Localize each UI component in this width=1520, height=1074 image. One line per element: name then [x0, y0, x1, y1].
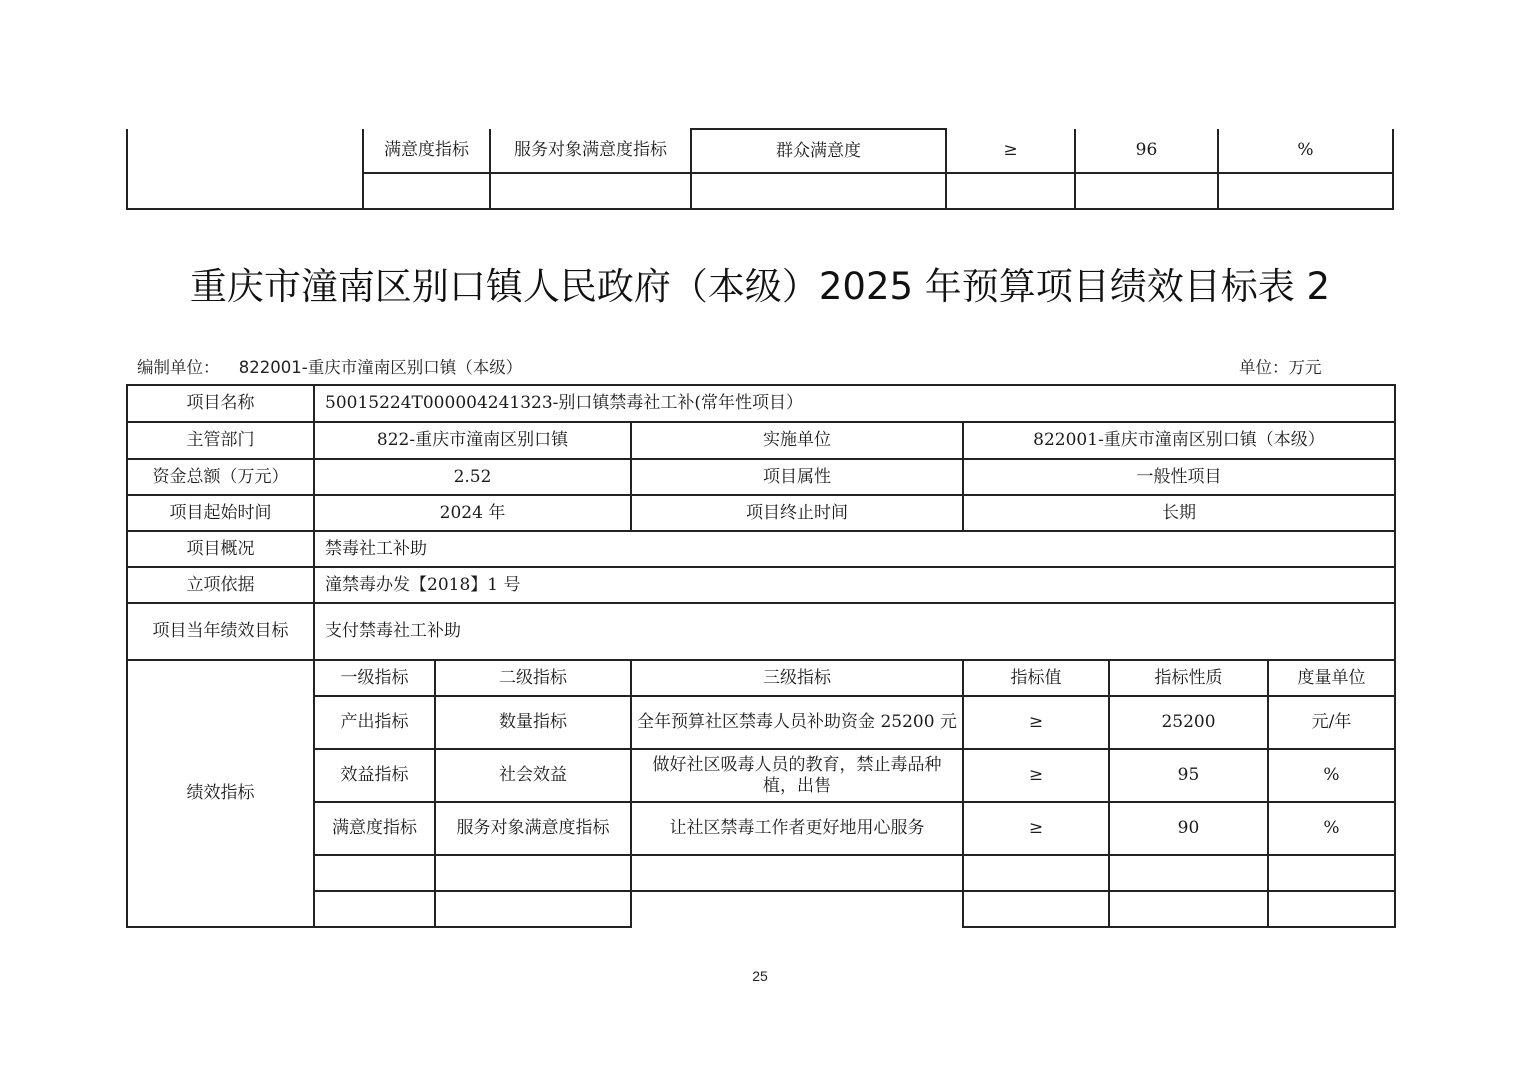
page-title: 重庆市潼南区别口镇人民政府（本级）2025 年预算项目绩效目标表 2 [189, 265, 1331, 308]
empty-cell [631, 891, 963, 927]
row-value: 95 [1109, 749, 1268, 802]
empty-cell [1218, 173, 1393, 209]
row-unit: % [1268, 749, 1395, 802]
table-row [127, 855, 1395, 891]
row-level3: 全年预算社区禁毒人员补助资金 25200 元 [631, 696, 963, 749]
row-operator: ≥ [963, 696, 1109, 749]
empty-cell [314, 855, 435, 891]
project-name: 50015224T000004241323-别口镇禁毒社工补(常年性项目） [314, 385, 1395, 422]
empty-cell [963, 855, 1109, 891]
org-value: 822001-重庆市潼南区别口镇（本级） [238, 358, 523, 377]
row-level3: 做好社区吸毒人员的教育，禁止毒品种植，出售 [631, 749, 963, 802]
impl-label: 实施单位 [631, 422, 963, 459]
basis-label: 立项依据 [127, 567, 314, 603]
header-unit: 度量单位 [1268, 660, 1395, 696]
empty-cell [691, 173, 946, 209]
table-row [127, 802, 1395, 855]
empty-cell [946, 173, 1075, 209]
dept-value: 822-重庆市潼南区别口镇 [314, 422, 631, 459]
impl-value: 822001-重庆市潼南区别口镇（本级） [963, 422, 1395, 459]
row-level1: 产出指标 [314, 696, 435, 749]
row-level1: 效益指标 [314, 749, 435, 802]
start-label: 项目起始时间 [127, 495, 314, 531]
unit-label: 单位：万元 [1239, 358, 1322, 377]
empty-cell [363, 173, 490, 209]
row-value: 90 [1109, 802, 1268, 855]
attr-label: 项目属性 [631, 459, 963, 495]
header-nature: 指标性质 [1109, 660, 1268, 696]
row-operator: ≥ [963, 749, 1109, 802]
start-value: 2024 年 [314, 495, 631, 531]
perf-label: 绩效指标 [127, 660, 314, 927]
header-value: 指标值 [963, 660, 1109, 696]
continued-operator: ≥ [946, 129, 1075, 173]
continued-level3: 群众满意度 [691, 129, 946, 173]
empty-cell [490, 173, 691, 209]
dept-label: 主管部门 [127, 422, 314, 459]
continued-table [126, 128, 1394, 210]
table-row [127, 749, 1395, 802]
continued-unit: % [1218, 129, 1393, 173]
empty-cell [1075, 173, 1218, 209]
row-operator: ≥ [963, 802, 1109, 855]
row-unit: 元/年 [1268, 696, 1395, 749]
end-label: 项目终止时间 [631, 495, 963, 531]
goal-value: 支付禁毒社工补助 [314, 603, 1395, 660]
end-value: 长期 [963, 495, 1395, 531]
empty-cell [1268, 855, 1395, 891]
row-level1: 满意度指标 [314, 802, 435, 855]
project-name-label: 项目名称 [127, 385, 314, 422]
performance-target-table [126, 384, 1396, 928]
header-level1: 一级指标 [314, 660, 435, 696]
continued-value: 96 [1075, 129, 1218, 173]
row-level2: 社会效益 [435, 749, 631, 802]
continued-blank-cell [127, 129, 363, 209]
empty-cell [1109, 855, 1268, 891]
overview-label: 项目概况 [127, 531, 314, 567]
attr-value: 一般性项目 [963, 459, 1395, 495]
fund-value: 2.52 [314, 459, 631, 495]
empty-cell [1109, 891, 1268, 927]
page-number: 25 [752, 968, 768, 984]
row-level2: 数量指标 [435, 696, 631, 749]
empty-cell [435, 855, 631, 891]
row-value: 25200 [1109, 696, 1268, 749]
table-row [127, 891, 1395, 927]
empty-cell [963, 891, 1109, 927]
org-label: 编制单位： [137, 358, 220, 377]
table-row [127, 696, 1395, 749]
empty-cell [631, 855, 963, 891]
empty-cell [314, 891, 435, 927]
header-level2: 二级指标 [435, 660, 631, 696]
empty-cell [1268, 891, 1395, 927]
overview-value: 禁毒社工补助 [314, 531, 1395, 567]
empty-cell [435, 891, 631, 927]
goal-label: 项目当年绩效目标 [127, 603, 314, 660]
continued-level2: 服务对象满意度指标 [490, 129, 691, 173]
org-info [137, 354, 522, 378]
basis-value: 潼禁毒办发【2018】1 号 [314, 567, 1395, 603]
header-level3: 三级指标 [631, 660, 963, 696]
fund-label: 资金总额（万元） [127, 459, 314, 495]
row-level2: 服务对象满意度指标 [435, 802, 631, 855]
row-level3: 让社区禁毒工作者更好地用心服务 [631, 802, 963, 855]
continued-level1: 满意度指标 [363, 129, 490, 173]
row-unit: % [1268, 802, 1395, 855]
